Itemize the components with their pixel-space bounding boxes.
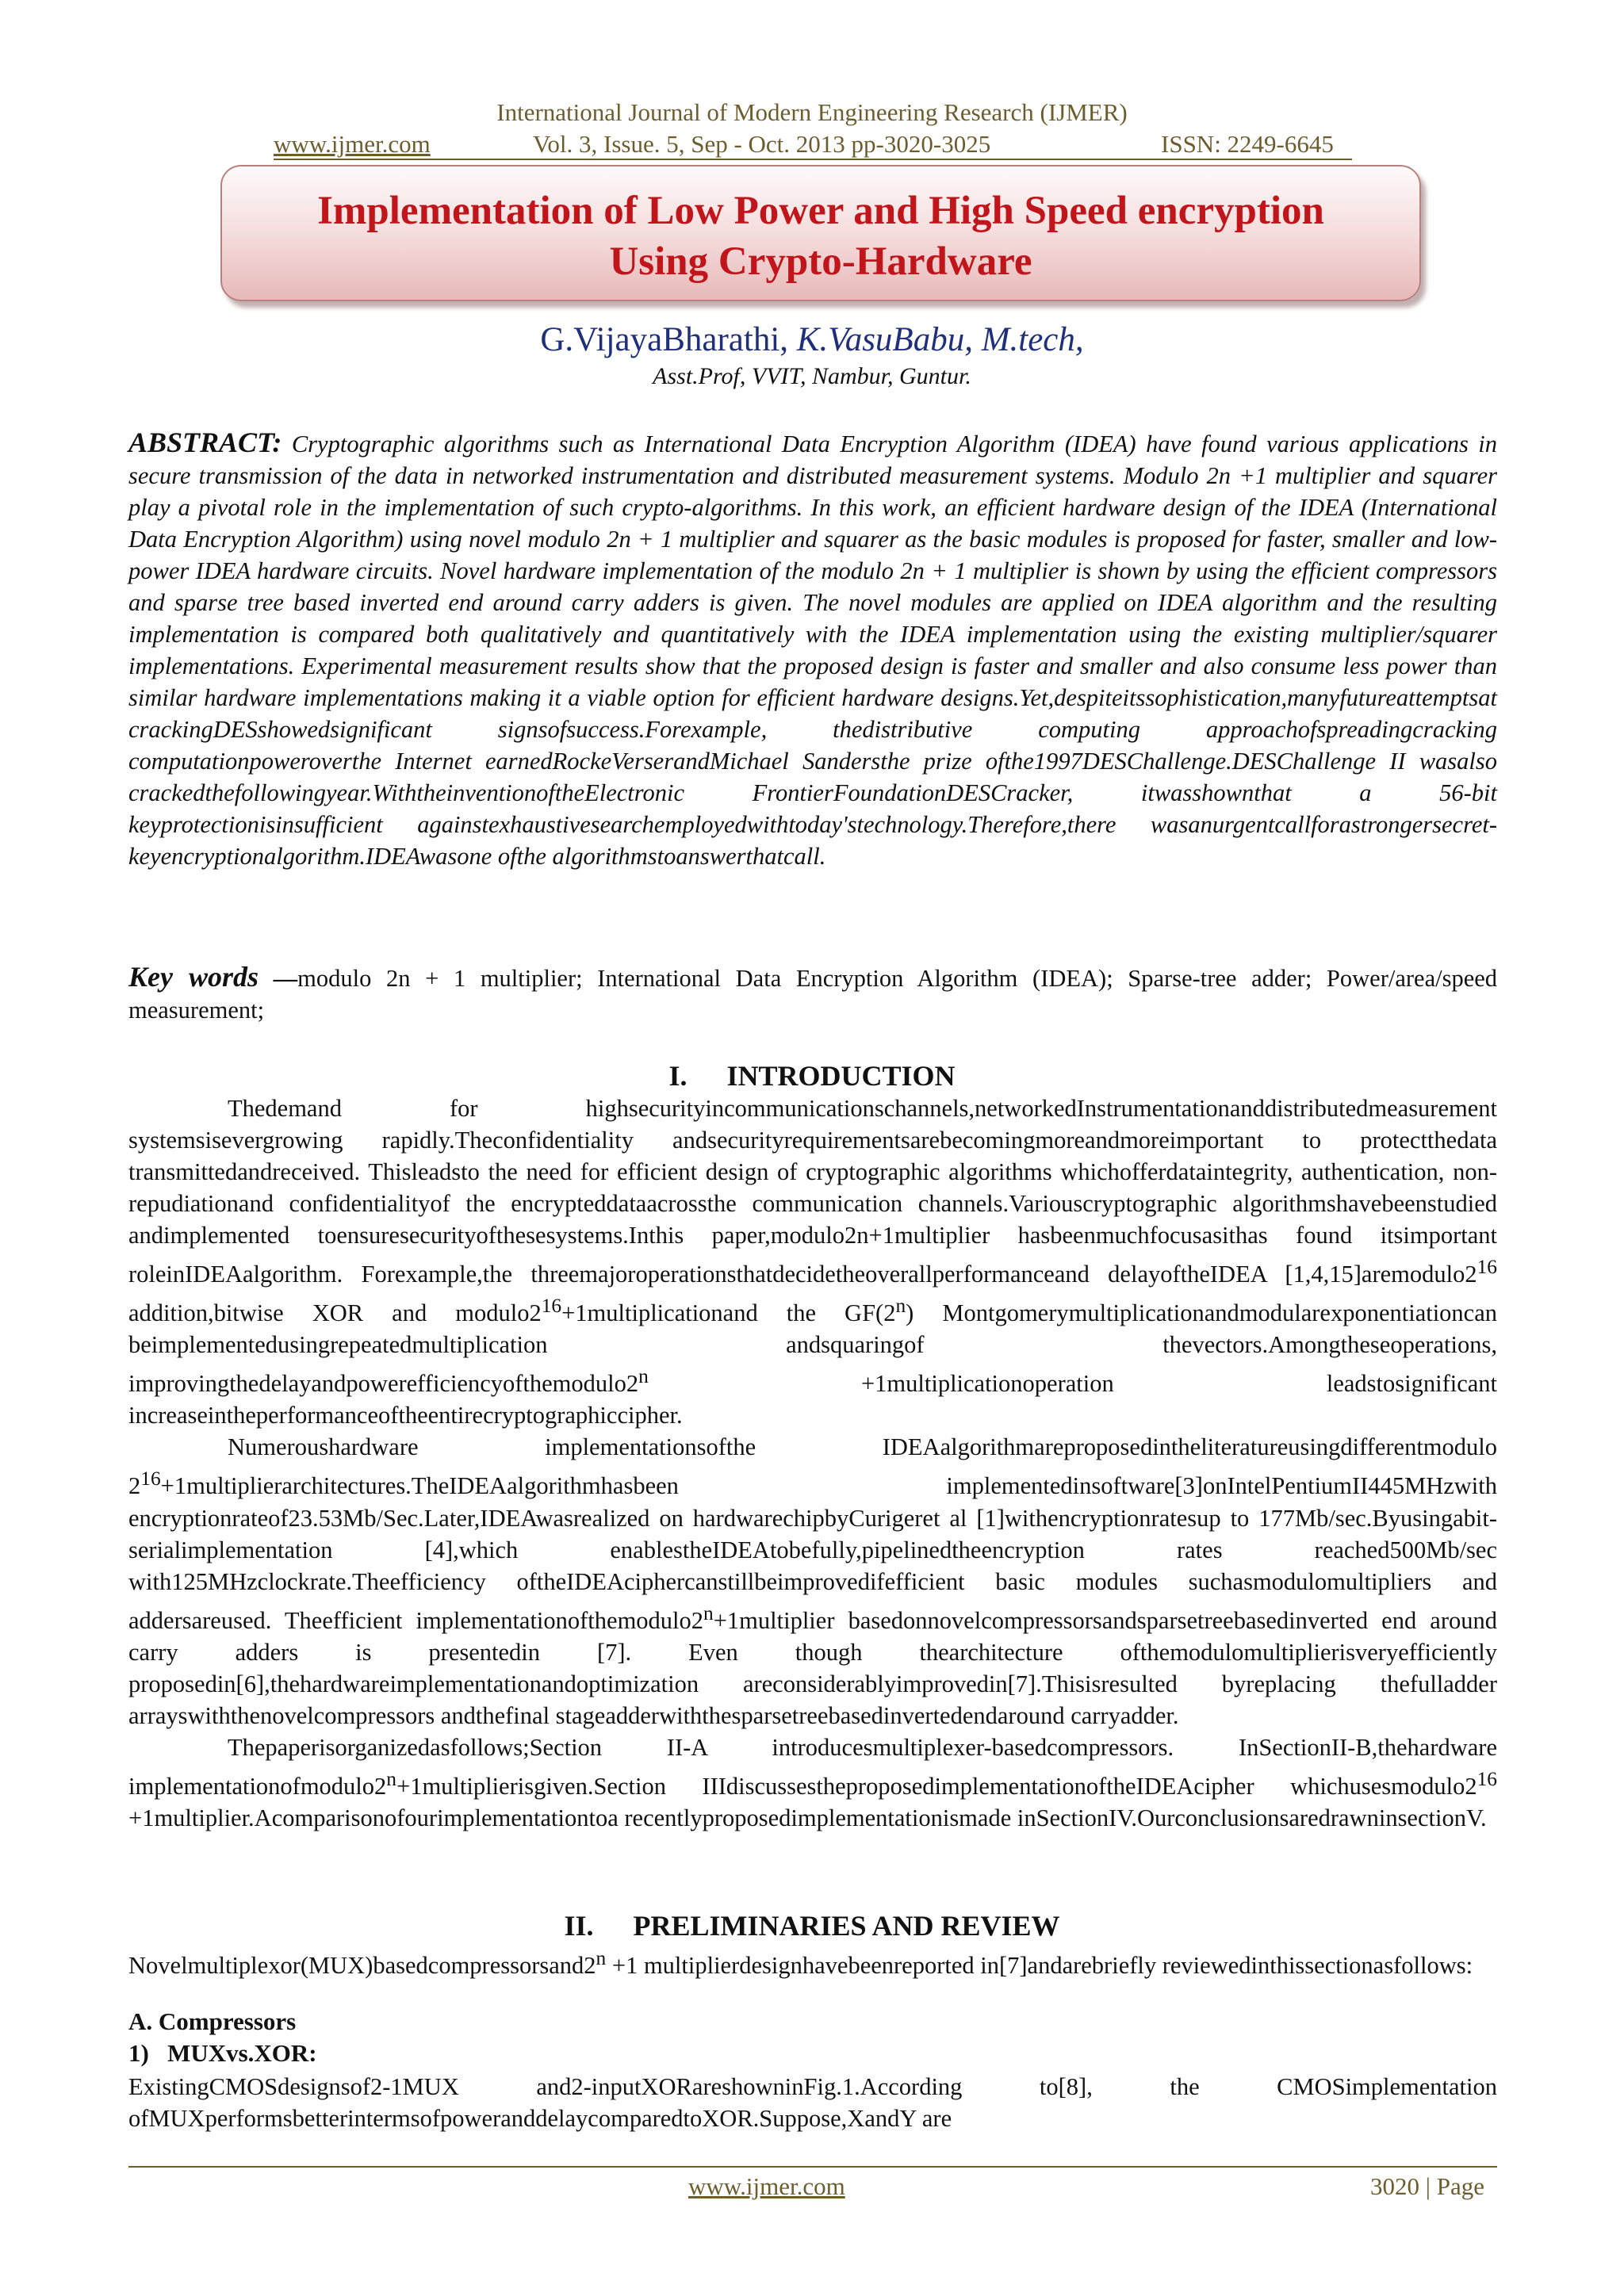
author-2: K.VasuBabu, M.tech, [796, 321, 1084, 358]
author-1: G.VijayaBharathi, [540, 321, 797, 358]
prelim-paragraph-1: $Novelmultiplexor(MUX)basedcompressorsand2^n +1$ multiplierdesignhavebeenreported in[7]andarebriefly reviewedinthissectionasfollows: [128, 1947, 1473, 1980]
abstract-label: ABSTRACT: [128, 427, 282, 458]
section-2-number: II. [564, 1910, 594, 1942]
footer-website-link[interactable]: www.ijmer.com [688, 2172, 845, 2200]
abstract [128, 427, 1497, 872]
intro-paragraph-1: Thedemand for highsecurityincommunicationschannels,networkedInstrumentationanddistributedmeasurement systemsisevergrowing rapidly.Theconfidentiality andsecurityrequirementsarebecomingmoreandmoreimportant to protectthedata transmittedandreceived. Thisleadsto the need for efficient design of cryptographic algorithms whichofferdataintegrity, authentication, non-repudiationand confidentialityof the encrypteddataacrossthe communication channels.Variouscryptographic algorithmshavebeenstudied andimplemented toensuresecurityofthesesystems.Inthis paper,modulo2n+1multiplier hasbeenmuchfocusasithas found itsimportant roleinIDEAalgorithm. Forexample,the threemajoroperationsthatdecidetheoverallperformanceand delayoftheIDEA $[1,4,15]aremodulo2^{16}$ addition,bitwise XOR and $modulo2^{16}+1multiplicationand$ the GF(2$^n$) Montgomerymultiplicationandmodularexponentiationcan beimplementedusingrepeatedmultiplication andsquaringof thevectors.Amongtheseoperations, $improvingthedelayandpowerefficiencyofthemodulo2^n$ +1multiplicationoperation leadstosignificant increaseintheperformanceoftheentirecryptographiccipher. [128, 1095, 1498, 1429]
title-box [220, 165, 1421, 301]
section-2-heading [0, 1909, 1624, 1942]
intro-paragraph-2: Numeroushardware implementationsofthe IDEAalgorithmareproposedintheliteratureusingdifferentmodulo $2^{16}+1multiplierarchitectures.TheIDEAalgorithmhasbeen$ implementedinsoftware[3]onIntelPentiumII445MHzwith encryptionrateof23.53Mb/Sec.Later,IDEAwasrealized on hardwarechipbyCurigeret al [1]withencryptionratesup to 177Mb/sec.Byusingabit-serialimplementation [4],which enablestheIDEAtobefully,pipelinedtheencryption rates reached500Mb/sec with125MHzclockrate.Theefficiency oftheIDEAciphercanstillbeimprovedifefficient basic modules suchasmodulomultipliers and addersareused. Theefficient $implementationofthemodulo2^n+1multiplier$ basedonnovelcompressorsandsparsetreebasedinverted end around carry adders is presentedin [7]. Even though thearchitecture ofthemodulomultiplierisveryefficiently proposedin[6],thehardwareimplementationandoptimization areconsiderablyimprovedin[7].Thisisresulted byreplacing thefulladder arrayswiththenovelcompressors andthefinal stageadderwiththesparsetreebasedinvertedendaround carryadder. [128, 1433, 1498, 1729]
section-2-title: PRELIMINARIES AND REVIEW [633, 1910, 1060, 1942]
volume-info: Vol. 3, Issue. 5, Sep - Oct. 2013 pp-3020-3025 [533, 130, 991, 158]
section-1-title: INTRODUCTION [726, 1060, 956, 1092]
paper-title [222, 186, 1419, 287]
intro-paragraph-3: Thepaperisorganizedasfollows;Section II-A introducesmultiplexer-basedcompressors. InSectionII-B,thehardware $implementationofmodulo2^n+1multiplierisgiven.Section$ IIIdiscussestheproposedimplementationoftheIDEAcipher $whichusesmodulo2^{16}$ +1multiplier.Acomparisonofourimplementationtoa recentlyproposedimplementationismade inSectionIV.OurconclusionsaredrawninsectionV. [128, 1733, 1497, 1831]
section-1-body [128, 1093, 1497, 1834]
keywords-label: Key words [128, 961, 259, 993]
page-number: 3020 | Page [1370, 2172, 1484, 2200]
header-divider [274, 159, 1352, 160]
title-line-2: Using Crypto-Hardware [609, 239, 1032, 284]
footer-divider [128, 2166, 1497, 2168]
keywords-text: modulo 2n + 1 multiplier; International Data Encryption Algorithm (IDEA); Sparse-tree adder; Power/area/speed measurement; [128, 965, 1498, 1024]
section-2-body [128, 1942, 1497, 1981]
abstract-text: Cryptographic algorithms such as International Data Encryption Algorithm (IDEA) have found various applications in secure transmission of the data in networked instrumentation and distributed measurement systems. Modulo 2n +1 multiplier and squarer play a pivotal role in the implementation of such crypto-algorithms. In this work, an efficient hardware design of the IDEA (International Data Encryption Algorithm) using novel modulo 2n + 1 multiplier and squarer as the basic modules is proposed for faster, smaller and low-power IDEA hardware circuits. Novel hardware implementation of the modulo 2n + 1 multiplier is shown by using the efficient compressors and sparse tree based inverted end around carry adders is given. The novel modules are applied on IDEA algorithm and the resulting implementation is compared both qualitatively and quantitatively with the IDEA implementation using the existing multiplier/squarer implementations. Experimental measurement results show that the proposed design is faster and smaller and also consume less power than similar hardware implementations making it a viable option for efficient hardware designs.Yet,despiteitssophistication,manyfutureattemptsat crackingDESshowedsignificant signsofsuccess.Forexample, thedistributive computing approachofspreadingcracking computationpoweroverthe Internet earnedRockeVerserandMichael Sandersthe prize ofthe1997DESChallenge.DESChallenge II wasalso crackedthefollowingyear.WiththeinventionoftheElectronic FrontierFoundationDESCracker, itwasshownthat a 56-bit keyprotectionisinsufficient againstexhaustivesearchemployedwithtoday'stechnology.Therefore,there wasanurgentcallforastrongersecret-keyencryptionalgorithm.IDEAwasone ofthe algorithmstoanswerthatcall. [128, 430, 1497, 870]
keywords [128, 961, 1497, 1026]
section-2-body-continued [128, 2071, 1497, 2134]
prelim-paragraph-2: ExistingCMOSdesignsof2-1MUX and2-inputXORareshowninFig.1.According to[8], the CMOSimplementation ofMUXperformsbetterintermsofpoweranddelaycomparedtoXOR.Suppose,XandY are [128, 2073, 1497, 2132]
journal-name: International Journal of Modern Engineering Research (IJMER) [496, 98, 1128, 126]
subsection-a-heading: A. Compressors [128, 2007, 297, 2035]
affiliation: Asst.Prof, VVIT, Nambur, Guntur. [653, 363, 971, 389]
issn: ISSN: 2249-6645 [1161, 130, 1334, 158]
section-1-heading [0, 1059, 1624, 1093]
keywords-dash: — [259, 965, 298, 992]
section-1-number: I. [668, 1060, 688, 1092]
subsubsection-1-heading: 1) MUXvs.XOR: [128, 2039, 317, 2067]
journal-website-link[interactable]: www.ijmer.com [274, 130, 431, 158]
title-line-1: Implementation of Low Power and High Speed encryption [317, 189, 1324, 233]
authors [0, 320, 1624, 359]
